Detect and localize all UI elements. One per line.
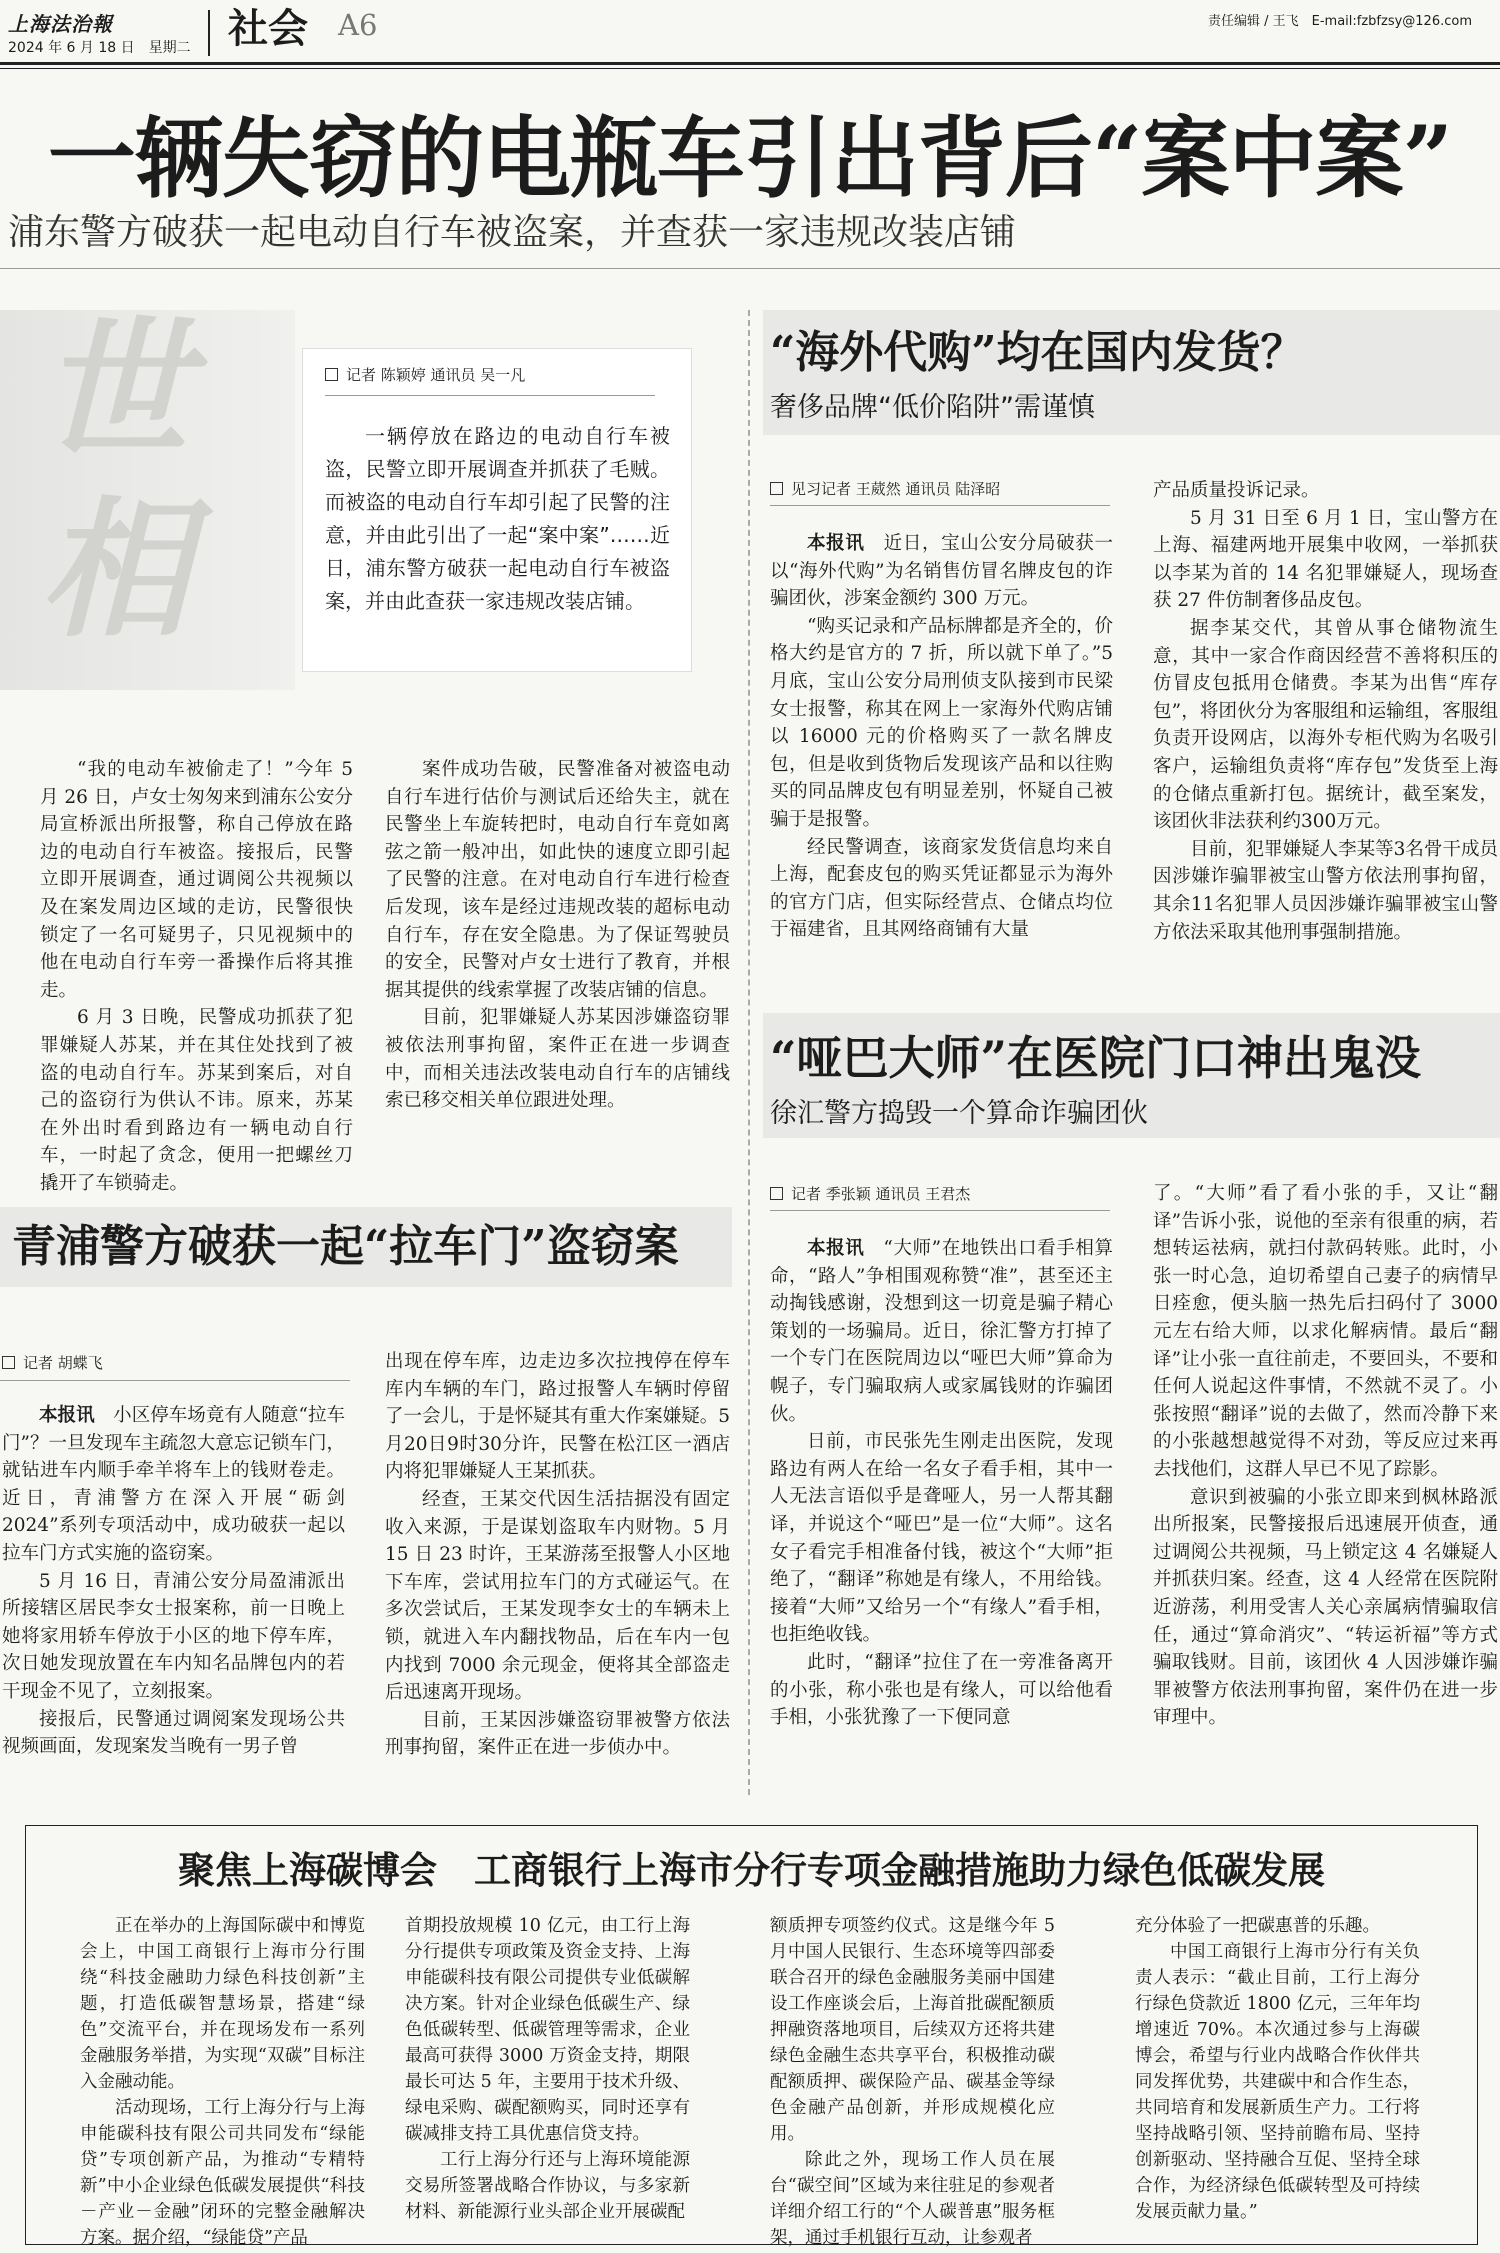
haiwai-col2-para-1: 5 月 31 日至 6 月 1 日，宝山警方在上海、福建两地开展集中收网，一举抓获以李某为首的 14 名犯罪嫌疑人，现场查获 27 件仿制奢侈品皮包。 (1153, 507, 1498, 612)
main-col-1 (40, 756, 353, 1198)
haiwai-col1-para-1: 近日，宝山公安分局破获一以“海外代购”为名销售仿冒名牌皮包的诈骗团伙，涉案金额约 300 万元。 (770, 533, 1113, 610)
main-headline: 一辆失窃的电瓶车引出背后“案中案” (47, 106, 1453, 210)
lachemen-col-2 (385, 1348, 730, 1762)
intro-rule (325, 395, 655, 396)
yaba-col1-para-2: 日前，市民张先生刚走出医院，发现路边有两人在给一名女子看手相，其中一人无法言语似乎是聋哑人，另一人帮其翻译，并说这个“哑巴”是一位“大师”。这名女子看完手相准备付钱，被这个“大师”拒绝了，“翻译”称她是有缘人，不用给钱。接着“大师”又给另一个“有缘人”看手相，也拒绝收钱。 (770, 1431, 1113, 1646)
date-line: 2024 年 6 月 18 日 星期二 (8, 40, 191, 56)
main-col2-para-1: 案件成功告破，民警准备对被盗电动自行车进行估价与测试后还给失主，就在民警坐上车旋转把时，电动自行车竟如离弦之箭一般冲出，如此快的速度立即引起了民警的注意。在对电动自行车进行检查后发现，该车是经过违规改装的超标电动自行车，存在安全隐患。为了保证驾驶员的安全，民警对卢女士进行了教育，并根据其提供的线索掌握了改装店铺的信息。 (385, 759, 730, 1001)
ad-col-2 (405, 1913, 690, 2225)
yaba-col-1 (770, 1235, 1113, 1732)
main-intro (325, 420, 670, 618)
yaba-col1-para-1: “大师”在地铁出口看手相算命，“路人”争相围观称赞“准”，甚至还主动掏钱感谢，没想到这一切竟是骗子精心策划的一场骗局。近日，徐汇警方打掉了一个专门在医院周边以“哑巴大师”算命为幌子，专门骗取病人或家属钱财的诈骗团伙。 (770, 1238, 1113, 1425)
main-byline (325, 364, 525, 385)
ad-col-3 (770, 1913, 1055, 2251)
yaba-col2-para-1: 意识到被骗的小张立即来到枫林路派出所报案，民警接报后迅速展开侦查，通过调阅公共视频，马上锁定这 4 名嫌疑人并抓获归案。经查，这 4 人经常在医院附近游荡，利用受害人关心亲属病情骗取信任，通过“算命消灾”、“转运祈福”等方式骗取钱财。目前，该团伙 4 人因涉嫌诈骗罪被警方依法刑事拘留，案件仍在进一步审理中。 (1153, 1486, 1498, 1729)
yaba-headline: “哑巴大师”在医院门口神出鬼没 (770, 1031, 1421, 1085)
yaba-col2-cont: 了。“大师”看了看小张的手，又让“翻译”告诉小张，说他的至亲有很重的病，若想转运祛病，就扫付款码转账。此时，小张一时心急，迫切希望自己妻子的病情早日痊愈，便头脑一热先后扫码付了 3000 元左右给大师，以求化解病情。最后“翻译”让小张一直往前走，不要回头，不要和任何人说起这件事情，不然就不灵了。小张按照“翻译”说的去做了，然而冷静下来的小张越想越觉得不对劲，等反应过来再去找他们，这群人早已不见了踪影。 (1153, 1183, 1498, 1480)
ad-col-1 (80, 1913, 365, 2251)
ad-col4-para-1: 中国工商银行上海市分行有关负责人表示：“截止目前，工行上海分行绿色贷款近 1800 亿元，三年年均增速近 70%。本次通过参与上海碳博会，希望与行业内战略合作伙伴共同发挥优势，共建碳中和合作生态，共同培育和发展新质生产力。工行将坚持战略引领、坚持前瞻布局、坚持创新驱动、坚持融合互促、坚持全球合作，为经济绿色低碳转型及可持续发展贡献力量。” (1135, 1942, 1420, 2222)
ad-col-4 (1135, 1913, 1420, 2225)
lachemen-col1-para-2: 5 月 16 日，青浦公安分局盈浦派出所接辖区居民李女士报案称，前一日晚上她将家用轿车停放于小区的地下停车库，次日她发现放置在车内知名品牌包内的若干现金不见了，立刻报案。 (2, 1570, 345, 1702)
byline-box-icon (770, 482, 783, 495)
ad-col2-para-1: 工行上海分行还与上海环境能源交易所签署战略合作协议，与多家新材料、新能源行业头部企业开展碳配 (405, 2150, 690, 2222)
lachemen-headline: 青浦警方破获一起“拉车门”盗窃案 (12, 1221, 679, 1272)
ad-col2-cont: 首期投放规模 10 亿元，由工行上海分行提供专项政策及资金支持、上海申能碳科技有限公司提供专业低碳解决方案。针对企业绿色低碳生产、绿色低碳转型、低碳管理等需求，企业最高可获得 3000 万资金支持，期限最长可达 5 年，主要用于技术升级、绿电采购、碳配额购买，同时还享有碳减排支持工具优惠信贷支持。 (405, 1916, 690, 2144)
yaba-subhead: 徐汇警方捣毁一个算命诈骗团伙 (770, 1098, 1148, 1129)
byline-box-icon (325, 368, 338, 381)
yaba-col-2 (1153, 1180, 1498, 1732)
lachemen-lead-label: 本报讯 (39, 1405, 95, 1426)
ad-col1-para-2: 活动现场，工行上海分行与上海申能碳科技有限公司共同发布“绿能贷”专项创新产品，为推动“专精特新”中小企业绿色低碳发展提供“科技－产业－金融”闭环的完整金融解决方案。据介绍，“绿能贷”产品 (80, 2098, 365, 2248)
ad-col1-para-1: 正在举办的上海国际碳中和博览会上，中国工商银行上海市分行围绕“科技金融助力绿色科技创新”主题，打造低碳智慧场景，搭建“绿色”交流平台，并在现场发布一系列金融服务举措，为实现“双碳”目标注入金融动能。 (80, 1916, 365, 2092)
haiwai-col2-para-3: 目前，犯罪嫌疑人李某等3名骨干成员因涉嫌诈骗罪被宝山警方依法刑事拘留，其余11名犯罪人员因涉嫌诈骗罪被宝山警方依法采取其他刑事强制措施。 (1153, 838, 1498, 943)
page-number: A6 (338, 8, 378, 42)
paper-name: 上海法治報 (8, 12, 113, 36)
masthead-divider (208, 10, 210, 56)
main-col-2 (385, 756, 730, 1115)
lachemen-col2-para-1: 经查，王某交代因生活拮据没有固定收入来源，于是谋划盗取车内财物。5 月 15 日 23 时许，王某游荡至报警人小区地下车库，尝试用拉车门的方式碰运气。在多次尝试后，王某发现李女士的车辆未上锁，就进入车内翻找物品，后在车内一包内找到 7000 余元现金，便将其全部盗走后迅速离开现场。 (385, 1488, 730, 1704)
lachemen-col2-para-2: 目前，王某因涉嫌盗窃罪被警方依法刑事拘留，案件正在进一步侦办中。 (385, 1709, 730, 1759)
haiwai-col2-para-2: 据李某交代，其曾从事仓储物流生意，其中一家合作商因经营不善将积压的仿冒皮包抵用仓储费。李某为出售“库存包”，将团伙分为客服组和运输组，客服组负责开设网店，以海外专柜代购为名吸引客户，运输组负责将“库存包”发货至上海的仓储点重新打包。据统计，截至案发，该团伙非法获利约300万元。 (1153, 617, 1498, 833)
byline-box-icon (770, 1187, 783, 1200)
main-col1-para-2: 6 月 3 日晚，民警成功抓获了犯罪嫌疑人苏某，并在其住处找到了被盗的电动自行车。苏某到案后，对自己的盗窃行为供认不讳。原来，苏某在外出时看到路边有一辆电动自行车，一时起了贪念，便用一把螺丝刀撬开了车锁骑走。 (40, 1007, 353, 1194)
ad-col3-para-1: 除此之外，现场工作人员在展台“碳空间”区域为来往驻足的参观者详细介绍工行的“个人碳普惠”服务框架，通过手机银行互动，让参观者 (770, 2150, 1055, 2248)
section-name: 社会 (228, 5, 308, 52)
ad-col4-cont: 充分体验了一把碳惠普的乐趣。 (1135, 1916, 1380, 1936)
lachemen-byline-rule (0, 1380, 350, 1381)
masthead-rule-thin (0, 68, 1500, 69)
editor-line: 责任编辑 / 王飞 E-mail:fzbfzsy@126.com (1207, 14, 1472, 29)
main-subhead: 浦东警方破获一起电动自行车被盗案，并查获一家违规改装店铺 (8, 212, 1017, 253)
main-subhead-rule (0, 268, 1500, 269)
main-intro-text: 一辆停放在路边的电动自行车被盗，民警立即开展调查并抓获了毛贼。而被盗的电动自行车却引起了民警的注意，并由此引出了一起“案中案”……近日，浦东警方破获一起电动自行车被盗案，并由此查获一家违规改装店铺。 (325, 424, 670, 613)
haiwai-headline: “海外代购”均在国内发货？ (770, 327, 1305, 378)
yaba-byline-rule (770, 1210, 1110, 1211)
ad-headline: 聚焦上海碳博会 工商银行上海市分行专项金融措施助力绿色低碳发展 (178, 1848, 1325, 1892)
lachemen-col2-cont: 出现在停车库，边走边多次拉拽停在停车库内车辆的车门，路过报警人车辆时停留了一会儿，于是怀疑其有重大作案嫌疑。5月20日9时30分许，民警在松江区一酒店内将犯罪嫌疑人王某抓获。 (385, 1351, 730, 1483)
haiwai-byline (770, 478, 1000, 499)
lachemen-byline-text: 记者 胡蝶飞 (23, 1354, 103, 1372)
haiwai-byline-text: 见习记者 王葳然 通讯员 陆泽昭 (791, 480, 1001, 498)
lachemen-byline (2, 1352, 103, 1373)
yaba-lead-label: 本报讯 (807, 1238, 865, 1259)
haiwai-col-2 (1153, 477, 1498, 946)
yaba-byline-text: 记者 季张颖 通讯员 王君杰 (791, 1185, 971, 1203)
masthead-rule (0, 62, 1500, 65)
main-col1-para-1: “我的电动车被偷走了！”今年 5 月 26 日，卢女士匆匆来到浦东公安分局宣桥派出所报警，称自己停放在路边的电动自行车被盗。接报后，民警立即开展调查，通过调阅公共视频以及在案发周边区域的走访，民警很快锁定了一名可疑男子，只见视频中的他在电动自行车旁一番操作后将其推走。 (40, 759, 353, 1001)
lachemen-col-1 (2, 1402, 345, 1761)
main-byline-text: 记者 陈颖婷 通讯员 吴一凡 (346, 366, 526, 384)
haiwai-col-1 (770, 530, 1113, 944)
center-divider (748, 310, 750, 1795)
watermark-text: 世相 (40, 302, 191, 658)
haiwai-col2-cont: 产品质量投诉记录。 (1153, 480, 1320, 501)
lachemen-col1-para-3: 接报后，民警通过调阅案发现场公共视频画面，发现案发当晚有一男子曾 (2, 1708, 345, 1758)
yaba-byline (770, 1183, 970, 1204)
main-col2-para-2: 目前，犯罪嫌疑人苏某因涉嫌盗窃罪被依法刑事拘留，案件正在进一步调查中，而相关违法改装电动自行车的店铺线索已移交相关单位跟进处理。 (385, 1007, 730, 1112)
haiwai-lead-label: 本报讯 (807, 533, 865, 554)
lachemen-col1-para-1: 小区停车场竟有人随意“拉车门”？一旦发现车主疏忽大意忘记锁车门，就钻进车内顺手牵羊将车上的钱财卷走。近日，青浦警方在深入开展“砺剑 2024”系列专项活动中，成功破获一起以拉车门方式实施的盗窃案。 (2, 1405, 345, 1564)
byline-box-icon (2, 1356, 15, 1369)
haiwai-subhead: 奢侈品牌“低价陷阱”需谨慎 (770, 392, 1095, 423)
haiwai-col1-para-2: “购买记录和产品标牌都是齐全的，价格大约是官方的 7 折，所以就下单了。”5 月底，宝山公安分局刑侦支队接到市民梁女士报警，称其在网上一家海外代购店铺以 16000 元的价格购买了一款名牌皮包，但是收到货物后发现该产品和以往购买的同品牌皮包有明显差别，怀疑自己被骗于是报警。 (770, 615, 1113, 830)
haiwai-col1-para-3: 经民警调查，该商家发货信息均来自上海，配套皮包的购买凭证都显示为海外的官方门店，但实际经营点、仓储点均位于福建省，且其网络商铺有大量 (770, 836, 1113, 941)
ad-col3-cont: 额质押专项签约仪式。这是继今年 5 月中国人民银行、生态环境等四部委联合召开的绿色金融服务美丽中国建设工作座谈会后，上海首批碳配额质押融资落地项目，后续双方还将共建绿色金融生态共享平台，积极推动碳配额质押、碳保险产品、碳基金等绿色金融产品创新，并形成规模化应用。 (770, 1916, 1055, 2144)
haiwai-byline-rule (770, 505, 1110, 506)
yaba-col1-para-3: 此时，“翻译”拉住了在一旁准备离开的小张，称小张也是有缘人，可以给他看手相，小张犹豫了一下便同意 (770, 1651, 1113, 1729)
